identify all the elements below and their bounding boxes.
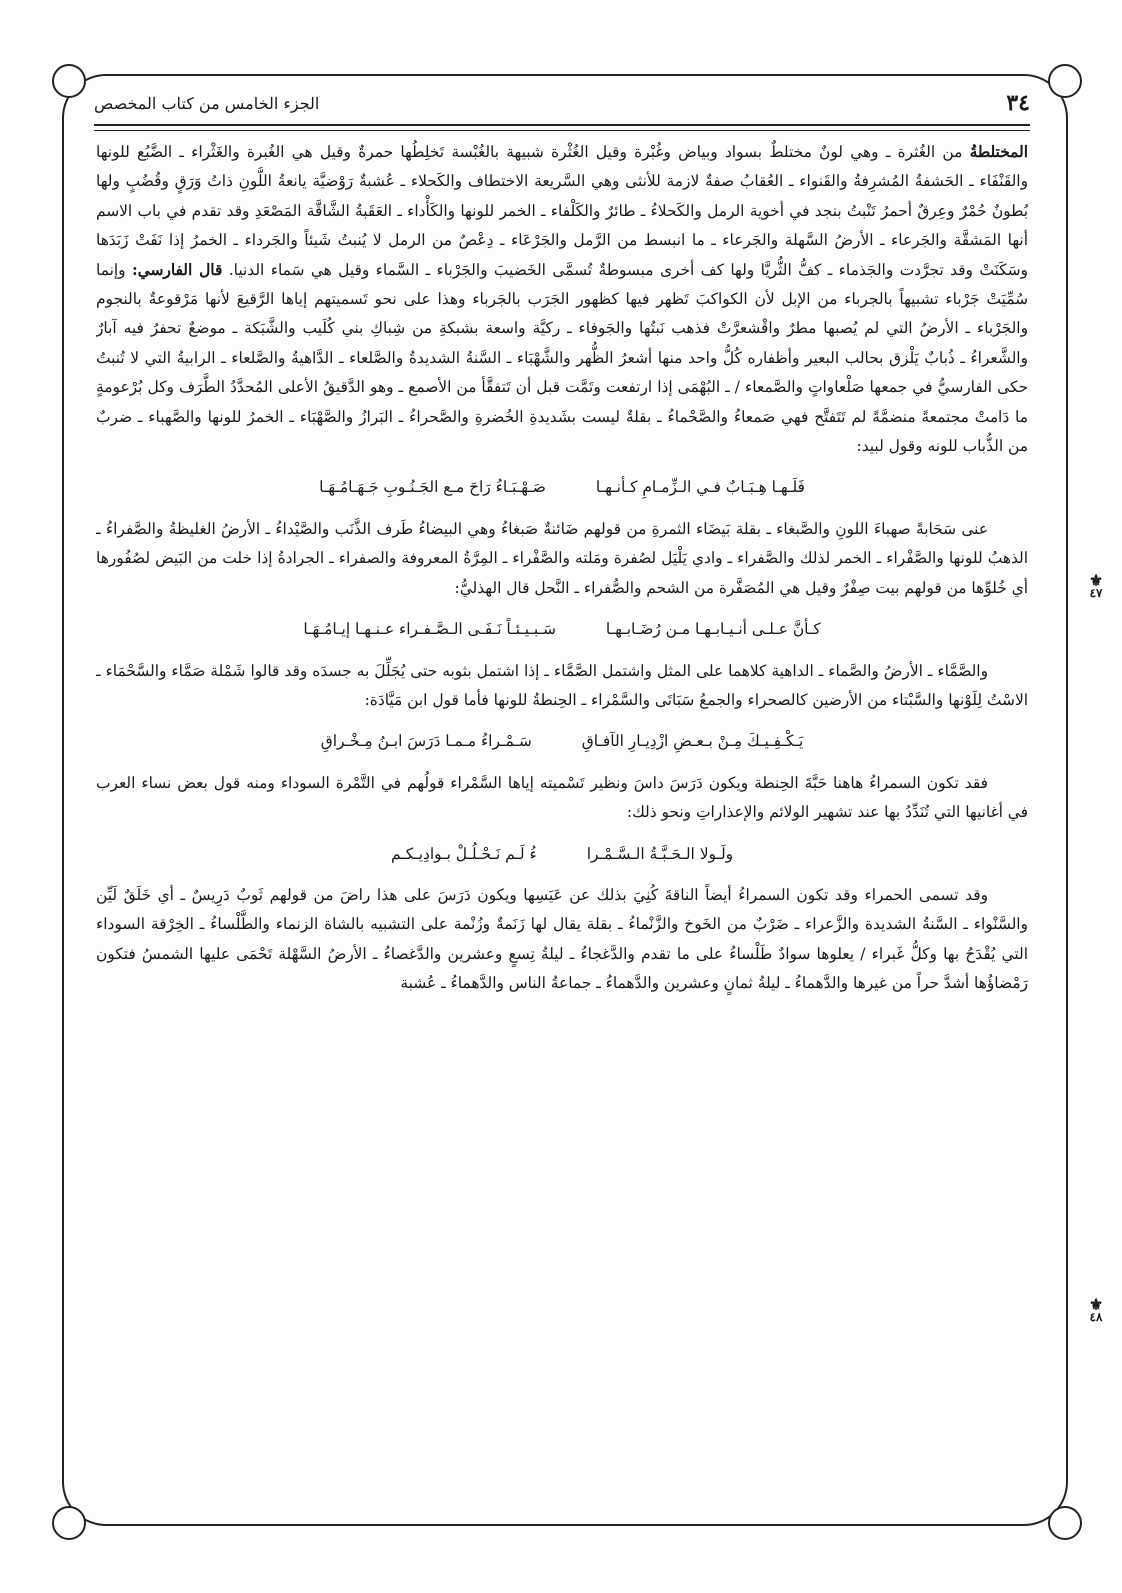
verse-second-hemistich: سَـبـيـئـاً نَـفَـى الـصَّـفـراء عـنـهـا إيـامُـهَـا — [303, 620, 556, 639]
ornament-icon: ⚜ — [1088, 571, 1104, 590]
paragraph-text: وإنما سُمِّيَتْ جَرْباء تشبيهاً بالجرباء من الإبل لأن الكواكبَ تَظهر فيها كظهور الجَرَب بالجَرباء وهذا على نحو تَسميتهم إياها الرَّقيعَ لأنها مَرْقوعةٌ بالنجوم والجَرْباء ـ الأرضُ التي لم يُصبها مطرٌ واقْشعرَّتْ فذهب نَبتُها والجَوفاء ـ ركيَّة واسعة بشبكةِ من شِباكِ بني كُلَيب والشَّبَكة ـ موضعٌ تحفرُ فيه آبارٌ والشَّعراءُ ـ ذُبابٌ يَلْزق بحالب البعير وأظفاره كُلُّ واحد منها أشعرُ الظُّهر والشَّهْبَاء ـ السَّنةُ الشديدةُ والصَّلعاء ـ الدَّاهيةُ والصَّلعاء ـ الرابيةُ التي لا تُنبتُ حكى الفارسيُّ في جمعها صَلْعاواتٍ والصَّمعاء / ـ البُهْمَى إذا ارتفعت وتَمَّت قبل أن تَتفقَّأ من الأصمع ـ وهو الدَّقيقُ الأعلى المُحدَّدُ الطَّرَف وكل بُرْعومةٍ ما دَامتْ مجتمعةً منضمَّةً لم تَتَفتَّح فهي صَمعاءُ والصَّحْماءُ ـ بقلةٌ ليست بشَديدةِ الخُضرةِ والصَّحراءُ ـ البَرازُ والصَّهْبَاء ـ الخمرُ للونها والصَّهباء ـ ضربٌ من الذُّباب للونه وقول لبيد: — [96, 260, 1028, 456]
verse-line — [96, 615, 1028, 644]
margin-page-number: ٤٨ — [1089, 1310, 1103, 1324]
verse-first-hemistich: ولَـولا الـحَـبَّـةُ الـسَّـمْـرا — [586, 844, 734, 863]
frame-corner-ornament — [52, 64, 86, 98]
paragraph: عنى سَحَابةً صهباءَ اللونِ والصَّبغاء ـ بقلة بَيضَاء الثمرةِ من قولهم ضَائنةٌ صَبغاءُ وهي البيضاءُ طَرف الذَّنَب والصَّيْداءُ ـ الأرضُ الغليظةُ والصَّفراءُ ـ الذهبُ للونها والصَّفْراء ـ الخمر لذلك والصَّفراء ـ وادي يَلْيَل لصُفرة ومَلته والصَّفْراء ـ المِرَّةُ المعروفة والصفراء ـ الجرادةُ إذا خلت من البَيض لصُفُورها أي خُلوِّها من قولهم بيت صِفْرٌ وقيل هي المُصَفَّرة من الشحم والصُّفراء ـ النَّحل قال الهذليُّ: — [96, 519, 1028, 597]
margin-page-number: ٤٧ — [1089, 586, 1103, 600]
margin-page-marker — [1078, 571, 1114, 600]
paragraph: فقد تكون السمراءُ هاهنا حَبَّةَ الحِنطة ويكون دَرَسَ داسَ ونظير تَسْميته إياها السَّمْراء قولُهم في التَّمْرة السوداء ومنه قول بعض نساء العرب في أغانيها التي تُنَدِّدُ بها عند تشهير الولائم والإعذاراتِ ونحو ذلك: — [96, 773, 1028, 822]
frame-corner-ornament — [1048, 1506, 1082, 1540]
paragraph: والصَّمَّاء ـ الأرضُ والصَّماء ـ الداهية كلاهما على المثل واشتمل الصَّمَّاء ـ إذا اشتمل بثوبه حتى يُجَلِّلَ به جسدَه وقد قالوا شَمْلة صَمَّاء والسَّحْمَاء ـ الاسْتُ لِلَوْنها والسَّبْتاء من الأرضين كالصحراء والجمعُ سَبَاتَى والسَّمْراء ـ الحِنطةُ للونها فأما قول ابن مَيَّادَة: — [96, 661, 1028, 709]
header-rule-thick — [94, 124, 1030, 126]
verse-line — [96, 727, 1028, 756]
verse-line — [96, 473, 1028, 502]
page-header — [94, 86, 1030, 120]
frame-corner-ornament — [52, 1506, 86, 1540]
running-title: الجزء الخامس من كتاب المخصص — [94, 93, 320, 113]
page-number: ٣٤ — [1006, 90, 1030, 116]
ornament-icon: ⚜ — [1088, 1295, 1104, 1314]
verse-first-hemistich: كـأنَّ عـلـى أنـيـابـهـا مـن رُضَـابـهـا — [605, 620, 821, 639]
page-body — [96, 138, 1028, 1468]
verse-second-hemistich: سَـمْـراءُ مـمـا دَرَسَ ابـنُ مِـخْـراقِ — [320, 732, 532, 751]
verse-first-hemistich: فَلَـهـا هِـبَـابٌ فـي الـزِّمـامِ كـأنـهـا — [595, 478, 805, 497]
paragraph-text: من الغُثرة ـ وهي لونٌ مختلطٌ بسواد وبياض وغُبْرة وقيل الغُثْرة شبيهة بالغُبْسة تَخلِطُها حمرةٌ وقيل هي الغُبرة والغَثْراء ـ الضَّبُع للونها والقَنْفَاء ـ الحَشفةُ المُشرِفةُ والقَنواء ـ العُقابُ صفةٌ لازمة للأنثى وهي السَّريعة الاختطاف والكَحلاء ـ عُشبةٌ رَوْضيَّة يانعةُ اللَّونِ ذاتُ وَرَقٍ وقُضُبٍ ولها بُطونٌ حُمْرٌ وعِرقٌ أحمرُ تَنْبتُ بنجد في أخوية الرمل والكَحلاءُ ـ طائرٌ والكَلْفاء ـ الخمر للونها والكَأْداء ـ العَقَبةُ الشَّاقَّة المَصْعَدِ وقد تقدم في باب الاسم أنها المَشقَّة والجَرعاء ـ الأرضُ السَّهلة والجَرعاء ـ ما انبسط من الرَّمل والجَرْعَاء ـ دِعْصٌ من الرمل لا يُنبتُ شَيئاً والجَرداء ـ الخمرُ إذا نَفَتْ زَبَدَها وسَكَنَتْ وقد تجرَّدت والجَذماء ـ كفُّ الثُّريَّا ولها كف أخرى مبسوطةٌ تُسمَّى الخَضيبَ والجَرْباء ـ السَّماء وقيل هي سَماء الدنيا. — [96, 143, 1028, 279]
speaker-label: قال الفارسي: — [131, 260, 223, 279]
verse-line — [96, 840, 1028, 869]
margin-page-marker — [1078, 1295, 1114, 1324]
frame-corner-ornament — [1048, 64, 1082, 98]
header-rule-thin — [94, 130, 1030, 131]
lead-word: المختلطةُ — [969, 143, 1028, 161]
paragraph: وقد تسمى الحمراء وقد تكون السمراءُ أيضاً الناقةَ كُنِيَ بذلك عن عَيَسِها ويكون دَرَسَ على هذا راضَ من قولهم ثَوبٌ دَرِيسٌ ـ أي خَلَقٌ لَيِّن والسَّنْواء ـ السَّنةُ الشديدة والزَّعراء ـ ضَرْبٌ من الخَوخ والزَّنْماءُ ـ بقلة يقال لها زَنَمةٌ وزُنْمة على التشبيه بالشاة الزنماء والطَّلْساءُ ـ الخِرْقة السوداء التي يُقْدَحُ بها وكلُّ غَبراء / يعلوها سوادٌ طَلْساءُ على ما تقدم والدَّغجاءُ ـ ليلةُ تِسعٍ وعشرين والدَّغصاءُ ـ الأرضُ السَّهْلة تَحْمَى عليها الشمسُ فتكون رَمْضاؤُها أشدَّ حراً من غيرها والدَّهماءُ ـ ليلةُ ثمانٍ وعشرين والدَّهماءُ ـ جماعةُ الناس والدَّهماءُ ـ عُشبة — [96, 885, 1028, 993]
verse-second-hemistich: صَـهْـبَـاءُ رَاحَ مـع الجَـنُـوبِ جَـهَـامُـهَـا — [319, 478, 546, 497]
verse-first-hemistich: يَـكْـفِـيـكَ مِـنْ بـعـضِ ازْدِيـارِ الآفـاقِ — [581, 732, 804, 751]
paragraph — [96, 138, 1028, 461]
verse-second-hemistich: ءُ لَـم نَـحْـلُـلْ بـوادِيـكـم — [390, 844, 537, 863]
